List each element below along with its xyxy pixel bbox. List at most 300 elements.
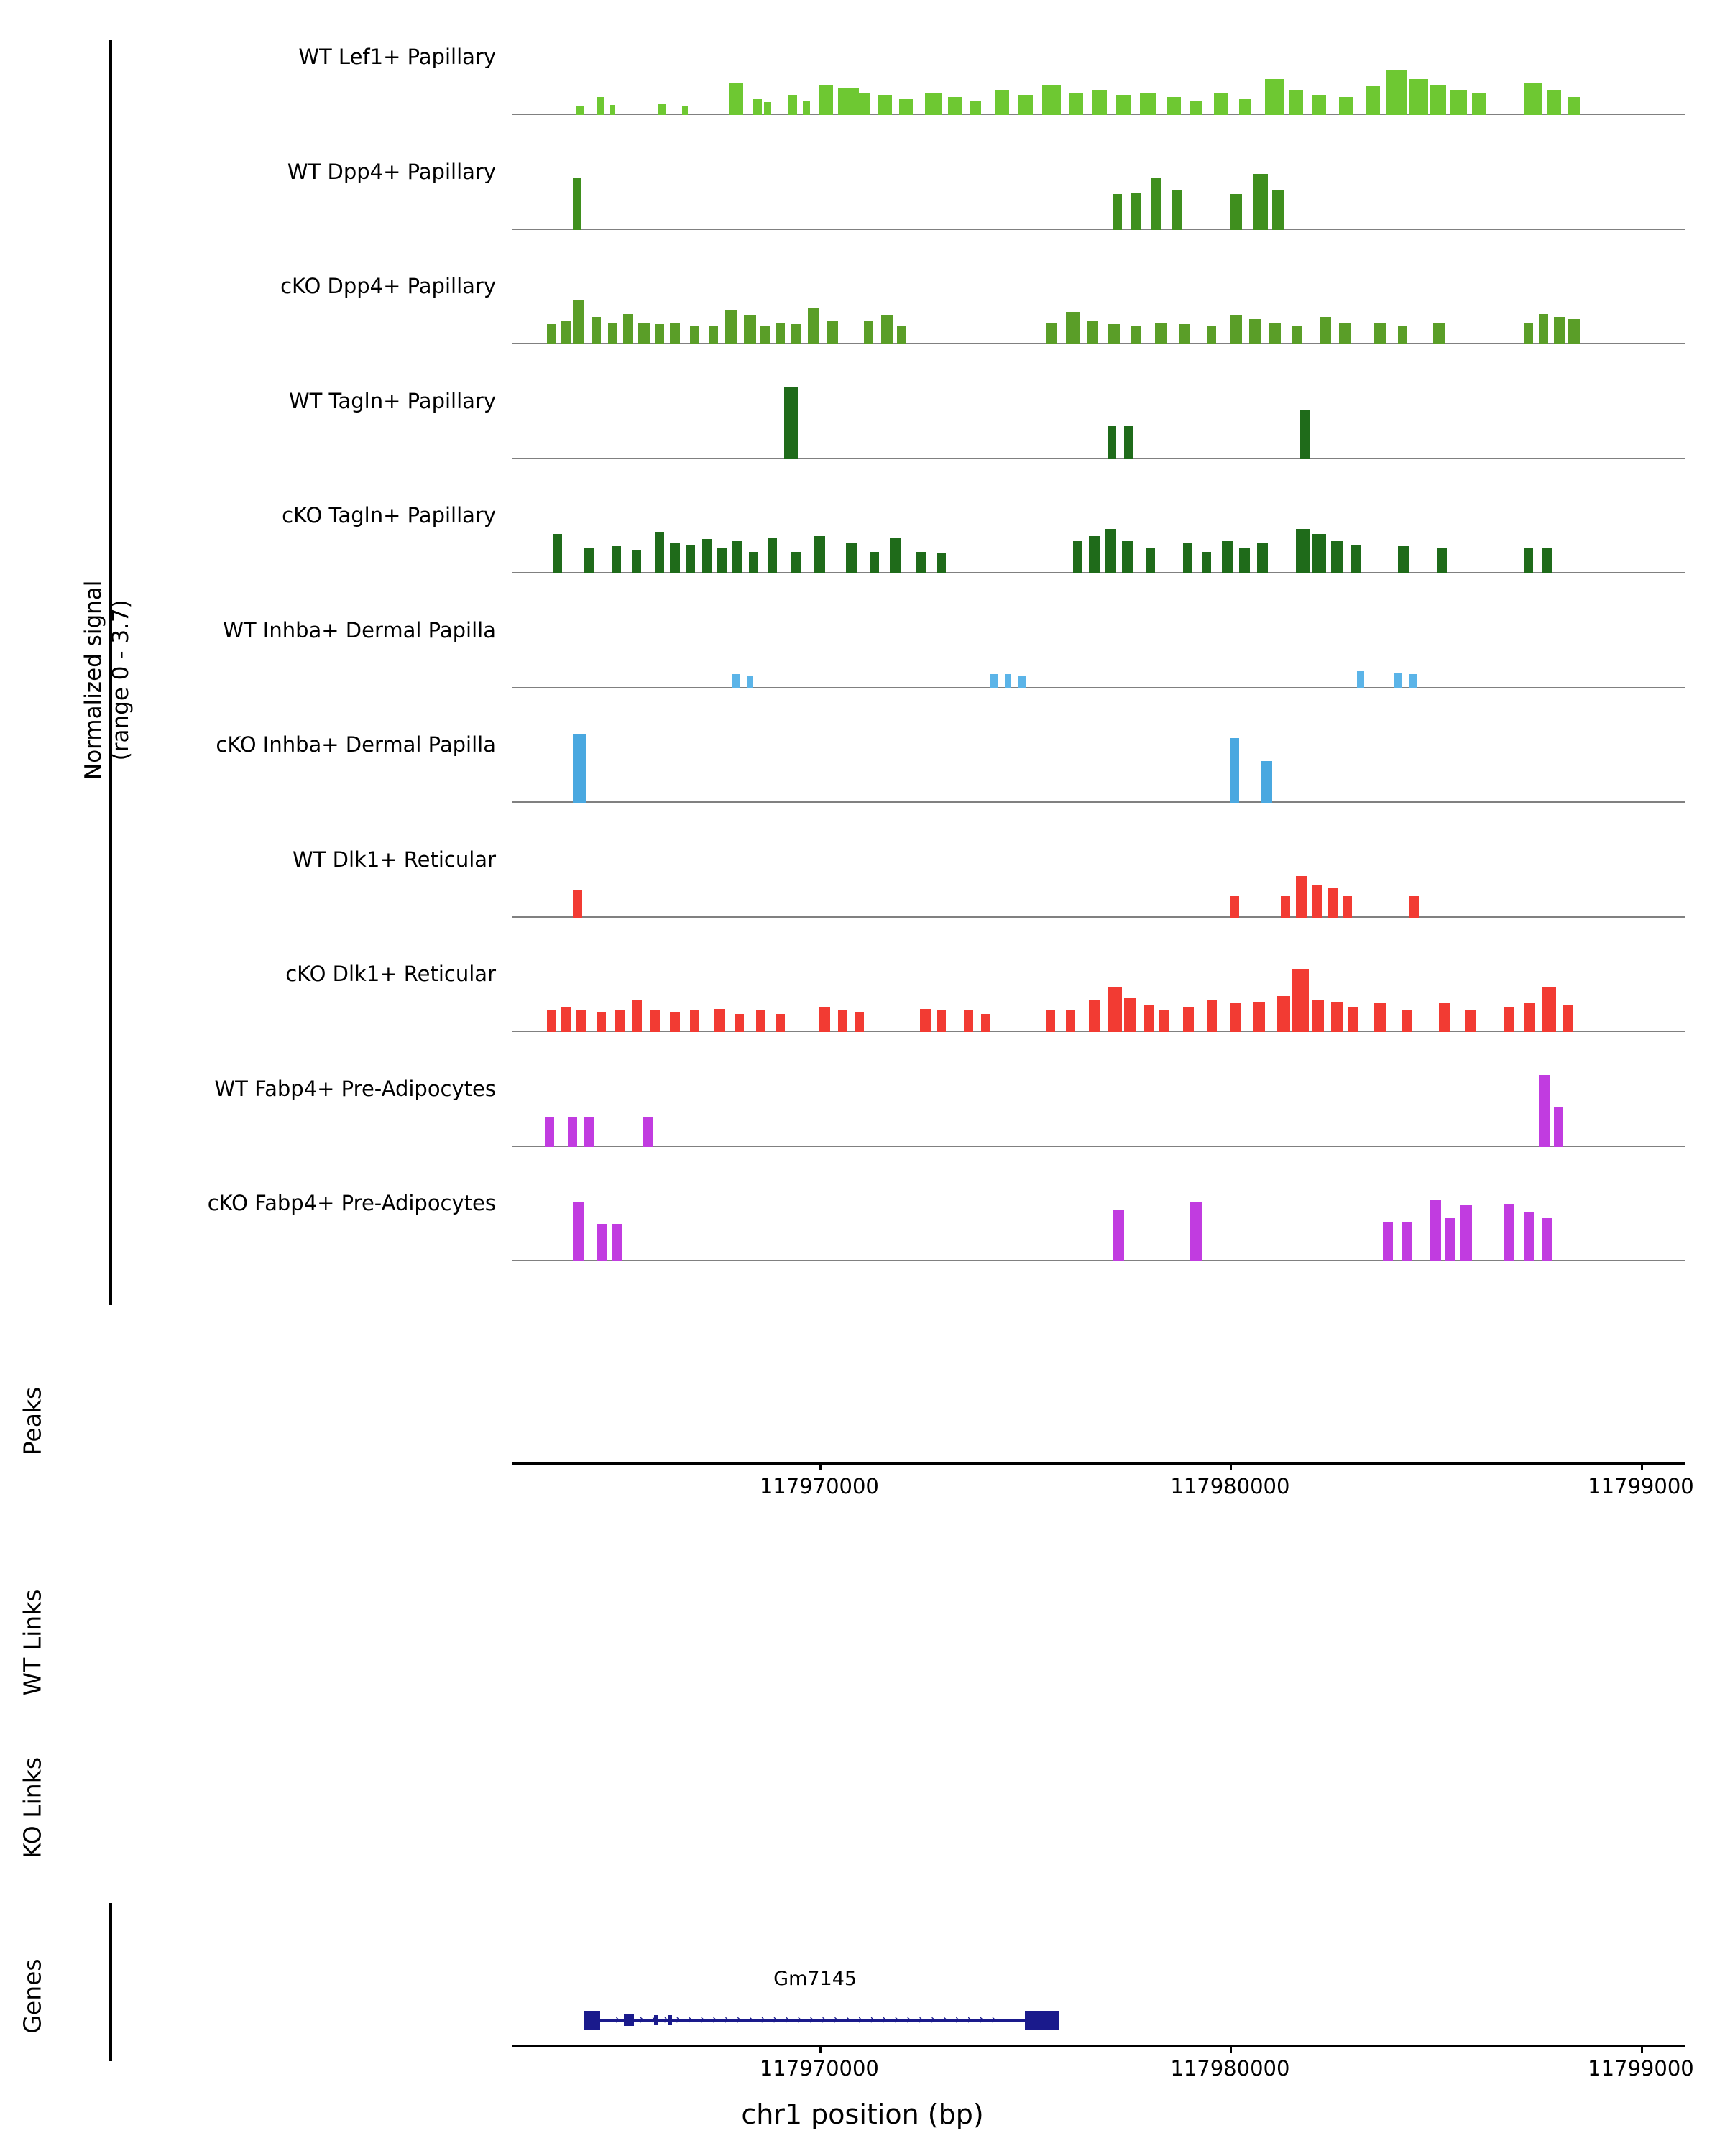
axis-tick: [1641, 1462, 1643, 1470]
signal-peak: [1207, 326, 1216, 344]
signal-peak: [1539, 314, 1548, 344]
signal-peak: [670, 543, 679, 573]
signal-track: [0, 387, 1725, 479]
signal-peak: [612, 546, 621, 573]
signal-peak: [1296, 529, 1310, 573]
signal-peak: [1131, 326, 1141, 344]
gene-strand-arrow-icon: ›: [687, 2012, 694, 2027]
signal-peak: [776, 323, 785, 344]
signal-peak: [1331, 541, 1343, 573]
signal-track: [0, 272, 1725, 364]
signal-peak: [547, 324, 556, 344]
signal-peak: [1087, 321, 1098, 344]
signal-peak: [1439, 1003, 1450, 1032]
signal-peak: [1202, 552, 1211, 573]
signal-peak: [690, 326, 699, 344]
signal-peak: [1328, 888, 1338, 918]
signal-peak: [608, 323, 617, 344]
signal-peak: [819, 1007, 830, 1032]
signal-peak: [576, 106, 584, 115]
signal-peak: [1539, 1075, 1550, 1147]
signal-peak: [623, 314, 632, 344]
gene-name-label: Gm7145: [773, 1968, 857, 1990]
signal-peak: [925, 93, 942, 115]
gene-strand-arrow-icon: ›: [773, 2012, 778, 2027]
signal-peak: [1437, 548, 1448, 573]
signal-peak: [1445, 1218, 1455, 1261]
signal-peak: [1296, 876, 1307, 918]
signal-peak: [545, 1117, 554, 1147]
signal-peak: [819, 85, 834, 115]
signal-peak: [1207, 1000, 1218, 1032]
track-signal-area: [512, 846, 1685, 918]
signal-peak: [920, 1009, 931, 1032]
gene-strand-arrow-icon: ›: [736, 2012, 742, 2027]
signal-peak: [1524, 323, 1533, 344]
signal-peak: [838, 88, 859, 115]
signal-peak: [1542, 548, 1552, 573]
signal-peak: [732, 541, 742, 573]
gene-strand-arrow-icon: ›: [663, 2012, 669, 2027]
signal-peak: [1230, 315, 1241, 344]
signal-peak: [584, 548, 594, 573]
signal-track: [0, 960, 1725, 1052]
signal-peak: [1146, 548, 1155, 573]
gene-strand-arrow-icon: ›: [699, 2012, 706, 2027]
track-signal-area: [512, 272, 1685, 344]
signal-peak: [1005, 674, 1011, 688]
signal-peak: [1409, 896, 1419, 918]
signal-peak: [714, 1009, 724, 1032]
signal-track: [0, 502, 1725, 594]
signal-peak: [1167, 97, 1181, 115]
signal-peak: [1348, 1007, 1358, 1032]
signal-peak: [1281, 896, 1290, 918]
signal-peak: [1108, 324, 1120, 344]
signal-peak: [1179, 324, 1190, 344]
signal-peak: [638, 323, 650, 344]
signal-peak: [553, 534, 562, 573]
signal-peak: [1190, 101, 1202, 115]
gene-strand-arrow-icon: ›: [809, 2012, 815, 2027]
signal-peak: [1398, 326, 1407, 344]
signal-peak: [970, 101, 981, 115]
signal-peak: [1504, 1204, 1514, 1261]
signal-peak: [995, 90, 1010, 115]
y-axis-label-line1: Normalized signal: [80, 580, 106, 780]
gene-strand-arrow-icon: ›: [627, 2012, 632, 2027]
track-baseline: [512, 229, 1685, 230]
gene-strand-arrow-icon: ›: [796, 2012, 803, 2027]
signal-peak: [1254, 1002, 1265, 1032]
signal-peak: [764, 102, 771, 115]
signal-peak: [1312, 885, 1323, 918]
signal-track: [0, 617, 1725, 709]
gene-exon: [1025, 2011, 1059, 2030]
signal-peak: [788, 95, 797, 115]
signal-peak: [1409, 79, 1428, 115]
signal-peak: [981, 1014, 990, 1032]
signal-peak: [1402, 1222, 1412, 1261]
signal-track: [0, 1075, 1725, 1167]
signal-peak: [1460, 1205, 1471, 1261]
signal-peak: [735, 1014, 744, 1032]
signal-peak: [838, 1010, 847, 1032]
gene-strand-arrow-icon: ›: [651, 2012, 657, 2027]
track-baseline: [512, 916, 1685, 918]
gene-exon: [584, 2011, 600, 2030]
signal-peak: [632, 550, 641, 573]
track-label: cKO Dlk1+ Reticular: [285, 962, 496, 986]
signal-peak: [791, 552, 801, 573]
signal-track: [0, 1189, 1725, 1281]
signal-peak: [1018, 676, 1026, 688]
signal-peak: [1066, 1010, 1075, 1032]
signal-peak: [1524, 548, 1533, 573]
signal-peak: [1144, 1005, 1154, 1032]
signal-peak: [725, 310, 737, 344]
signal-peak: [749, 552, 758, 573]
signal-peak: [1230, 1003, 1241, 1032]
axis-tick-label: 117970000: [759, 2056, 879, 2081]
signal-peak: [1563, 1005, 1573, 1032]
signal-peak: [1155, 323, 1167, 344]
signal-peak: [756, 1010, 765, 1032]
signal-peak: [1066, 312, 1080, 344]
signal-peak: [610, 105, 615, 115]
signal-peak: [1339, 97, 1353, 115]
signal-peak: [1089, 536, 1100, 573]
signal-peak: [1172, 190, 1182, 230]
signal-peak: [1357, 671, 1364, 688]
signal-peak: [1472, 93, 1486, 115]
signal-peak: [1116, 95, 1131, 115]
track-label: WT Dpp4+ Papillary: [287, 159, 496, 184]
signal-peak: [1524, 1212, 1535, 1261]
signal-peak: [1300, 410, 1310, 459]
gene-strand-arrow-icon: ›: [845, 2012, 851, 2027]
signal-peak: [1383, 1222, 1394, 1261]
signal-peak: [827, 321, 838, 344]
signal-peak: [1272, 190, 1284, 230]
track-baseline: [512, 343, 1685, 344]
axis-tick: [1230, 1462, 1232, 1470]
signal-peak: [1092, 90, 1107, 115]
signal-peak: [1524, 1003, 1535, 1032]
signal-track: [0, 158, 1725, 250]
track-signal-area: [512, 1075, 1685, 1147]
section-label-wt-links: WT Links: [18, 1589, 47, 1696]
signal-peak: [1249, 319, 1261, 344]
signal-track: [0, 43, 1725, 135]
signal-peak: [1547, 90, 1561, 115]
signal-peak: [1089, 1000, 1100, 1032]
signal-peak: [1430, 1200, 1441, 1261]
signal-peak: [1113, 1210, 1124, 1261]
signal-peak: [1289, 90, 1303, 115]
signal-peak: [597, 1012, 606, 1032]
track-signal-area: [512, 960, 1685, 1032]
signal-peak: [1568, 319, 1580, 344]
signal-peak: [655, 532, 664, 573]
gene-strand-arrow-icon: ›: [615, 2012, 621, 2027]
track-label: cKO Dpp4+ Papillary: [280, 274, 496, 298]
signal-peak: [937, 1010, 946, 1032]
gene-strand-arrow-icon: ›: [639, 2012, 645, 2027]
signal-peak: [1140, 93, 1156, 115]
signal-peak: [686, 545, 695, 573]
axis-line: [512, 2045, 1685, 2047]
signal-peak: [1239, 548, 1250, 573]
signal-peak: [584, 1117, 594, 1147]
signal-peak: [1351, 545, 1362, 573]
signal-peak: [890, 538, 901, 573]
track-label: WT Dlk1+ Reticular: [293, 847, 496, 872]
signal-peak: [1190, 1202, 1202, 1261]
gene-strand-arrow-icon: ›: [893, 2012, 900, 2027]
x-axis-title: chr1 position (bp): [741, 2099, 984, 2130]
signal-peak: [1124, 426, 1132, 459]
signal-peak: [643, 1117, 653, 1147]
signal-peak: [803, 101, 810, 115]
gene-strand-arrow-icon: ›: [954, 2012, 960, 2027]
track-label: WT Inhba+ Dermal Papilla: [223, 617, 496, 642]
signal-peak: [650, 1010, 660, 1032]
gene-strand-arrow-icon: ›: [870, 2012, 875, 2027]
gene-strand-arrow-icon: ›: [724, 2012, 730, 2027]
signal-peak: [729, 83, 743, 115]
signal-peak: [573, 890, 582, 918]
gene-strand-arrow-icon: ›: [833, 2012, 840, 2027]
signal-peak: [1046, 323, 1057, 344]
signal-peak: [1386, 70, 1407, 115]
signal-peak: [573, 300, 584, 344]
signal-peak: [597, 1224, 607, 1261]
signal-peak: [784, 387, 799, 459]
signal-peak: [1042, 85, 1061, 115]
axis-tick: [1641, 2045, 1643, 2053]
signal-peak: [1374, 323, 1386, 344]
signal-peak: [1151, 178, 1161, 230]
track-signal-area: [512, 387, 1685, 459]
axis-tick: [819, 2045, 822, 2053]
signal-peak: [1183, 543, 1192, 573]
signal-peak: [573, 178, 581, 230]
track-label: WT Tagln+ Papillary: [288, 388, 496, 413]
axis-line: [512, 1462, 1685, 1465]
track-baseline: [512, 801, 1685, 803]
track-label: cKO Tagln+ Papillary: [282, 503, 496, 528]
signal-peak: [568, 1117, 577, 1147]
signal-peak: [747, 676, 754, 688]
signal-peak: [1073, 541, 1082, 573]
signal-peak: [1230, 194, 1241, 230]
signal-peak: [1070, 93, 1084, 115]
axis-tick-label: 11799000: [1588, 2056, 1694, 2081]
signal-peak: [1542, 987, 1557, 1032]
signal-peak: [597, 97, 604, 115]
signal-peak: [592, 317, 601, 344]
signal-peak: [897, 326, 906, 344]
track-signal-area: [512, 731, 1685, 803]
section-label-peaks: Peaks: [18, 1386, 47, 1456]
track-signal-area: [512, 43, 1685, 115]
signal-peak: [1261, 761, 1272, 803]
signal-peak: [561, 321, 571, 344]
gene-strand-arrow-icon: ›: [930, 2012, 937, 2027]
signal-peak: [1320, 317, 1331, 344]
signal-peak: [1450, 90, 1467, 115]
signal-peak: [1331, 1002, 1343, 1032]
signal-peak: [1292, 969, 1309, 1032]
signal-peak: [1254, 174, 1268, 230]
signal-peak: [690, 1010, 699, 1032]
gene-strand-arrow-icon: ›: [675, 2012, 681, 2027]
signal-peak: [878, 95, 892, 115]
signal-peak: [937, 553, 946, 573]
signal-peak: [1108, 987, 1123, 1032]
gene-strand-arrow-icon: ›: [784, 2012, 791, 2027]
signal-peak: [899, 99, 914, 115]
signal-peak: [753, 99, 762, 115]
signal-peak: [1265, 79, 1284, 115]
signal-peak: [1124, 998, 1136, 1032]
signal-peak: [576, 1010, 586, 1032]
signal-peak: [1159, 1010, 1169, 1032]
signal-peak: [1018, 95, 1033, 115]
signal-track: [0, 846, 1725, 938]
signal-peak: [1183, 1007, 1194, 1032]
signal-peak: [632, 1000, 643, 1032]
signal-peak: [1409, 674, 1417, 688]
signal-peak: [1568, 97, 1580, 115]
axis-tick-label: 117970000: [759, 1474, 879, 1498]
signal-peak: [1542, 1218, 1553, 1261]
genes-section-spine: [109, 1903, 112, 2061]
gene-strand-arrow-icon: ›: [882, 2012, 888, 2027]
signal-peak: [768, 538, 777, 573]
signal-peak: [702, 539, 712, 573]
gene-strand-arrow-icon: ›: [918, 2012, 924, 2027]
signal-peak: [948, 97, 962, 115]
signal-peak: [670, 1012, 679, 1032]
signal-peak: [1465, 1010, 1476, 1032]
track-signal-area: [512, 617, 1685, 688]
signal-peak: [658, 104, 666, 115]
signal-peak: [916, 552, 926, 573]
signal-peak: [1277, 996, 1290, 1032]
track-baseline: [512, 687, 1685, 688]
axis-tick-label: 117980000: [1170, 1474, 1290, 1498]
track-baseline: [512, 458, 1685, 459]
signal-peak: [573, 734, 586, 803]
signal-peak: [1366, 86, 1381, 115]
signal-peak: [1312, 534, 1327, 573]
signal-peak: [1504, 1007, 1514, 1032]
track-label: WT Fabp4+ Pre-Adipocytes: [214, 1076, 496, 1101]
axis-tick: [1230, 2045, 1232, 2053]
gene-strand-arrow-icon: ›: [942, 2012, 949, 2027]
signal-peak: [846, 543, 857, 573]
signal-peak: [1113, 194, 1122, 230]
signal-peak: [1108, 426, 1116, 459]
signal-peak: [1239, 99, 1251, 115]
signal-peak: [670, 323, 679, 344]
signal-peak: [855, 1012, 864, 1032]
signal-peak: [1230, 738, 1239, 803]
signal-peak: [1046, 1010, 1055, 1032]
axis-tick-label: 11799000: [1588, 1474, 1694, 1498]
gene-strand-arrow-icon: ›: [906, 2012, 912, 2027]
signal-peak: [1394, 673, 1402, 688]
y-axis-label-line2: (range 0 - 3.7): [108, 599, 134, 761]
signal-peak: [776, 1014, 785, 1032]
signal-peak: [1343, 896, 1352, 918]
gene-strand-arrow-icon: ›: [857, 2012, 863, 2027]
section-label-genes: Genes: [18, 1958, 47, 2034]
gene-strand-arrow-icon: ›: [760, 2012, 766, 2027]
signal-peak: [1339, 323, 1351, 344]
signal-peak: [547, 1010, 556, 1032]
signal-peak: [1554, 1107, 1563, 1147]
signal-peak: [760, 326, 770, 344]
signal-peak: [709, 326, 718, 344]
signal-peak: [1230, 896, 1239, 918]
signal-peak: [1257, 543, 1268, 573]
track-baseline: [512, 1146, 1685, 1147]
signal-peak: [561, 1007, 571, 1032]
signal-peak: [744, 315, 755, 344]
signal-peak: [1105, 529, 1116, 573]
signal-peak: [964, 1010, 973, 1032]
signal-peak: [990, 674, 998, 688]
signal-peak: [791, 324, 801, 344]
signal-peak: [1433, 323, 1445, 344]
gene-strand-arrow-icon: ›: [979, 2012, 985, 2027]
track-signal-area: [512, 502, 1685, 573]
axis-tick-label: 117980000: [1170, 2056, 1290, 2081]
section-label-ko-links: KO Links: [18, 1756, 47, 1859]
signal-peak: [870, 552, 879, 573]
track-signal-area: [512, 1189, 1685, 1261]
signal-peak: [1292, 326, 1302, 344]
signal-peak: [814, 536, 825, 573]
track-label: cKO Inhba+ Dermal Papilla: [216, 732, 496, 757]
gene-strand-arrow-icon: ›: [991, 2012, 997, 2027]
signal-peak: [1524, 83, 1542, 115]
signal-peak: [682, 106, 688, 115]
signal-track: [0, 731, 1725, 823]
gene-strand-arrow-icon: ›: [967, 2012, 972, 2027]
signal-peak: [732, 674, 740, 688]
signal-peak: [808, 308, 819, 344]
signal-peak: [612, 1224, 622, 1261]
signal-peak: [1402, 1010, 1412, 1032]
signal-peak: [1554, 317, 1565, 344]
signal-peak: [1131, 193, 1141, 230]
track-signal-area: [512, 158, 1685, 230]
signal-peak: [1374, 1003, 1386, 1032]
track-label: cKO Fabp4+ Pre-Adipocytes: [207, 1191, 496, 1215]
axis-tick: [819, 1462, 822, 1470]
signal-peak: [717, 548, 727, 573]
signal-peak: [1312, 1000, 1324, 1032]
signal-peak: [1398, 546, 1409, 573]
track-label: WT Lef1+ Papillary: [298, 45, 496, 69]
signal-peak: [615, 1010, 625, 1032]
signal-peak: [1222, 541, 1233, 573]
signal-peak: [1122, 541, 1133, 573]
